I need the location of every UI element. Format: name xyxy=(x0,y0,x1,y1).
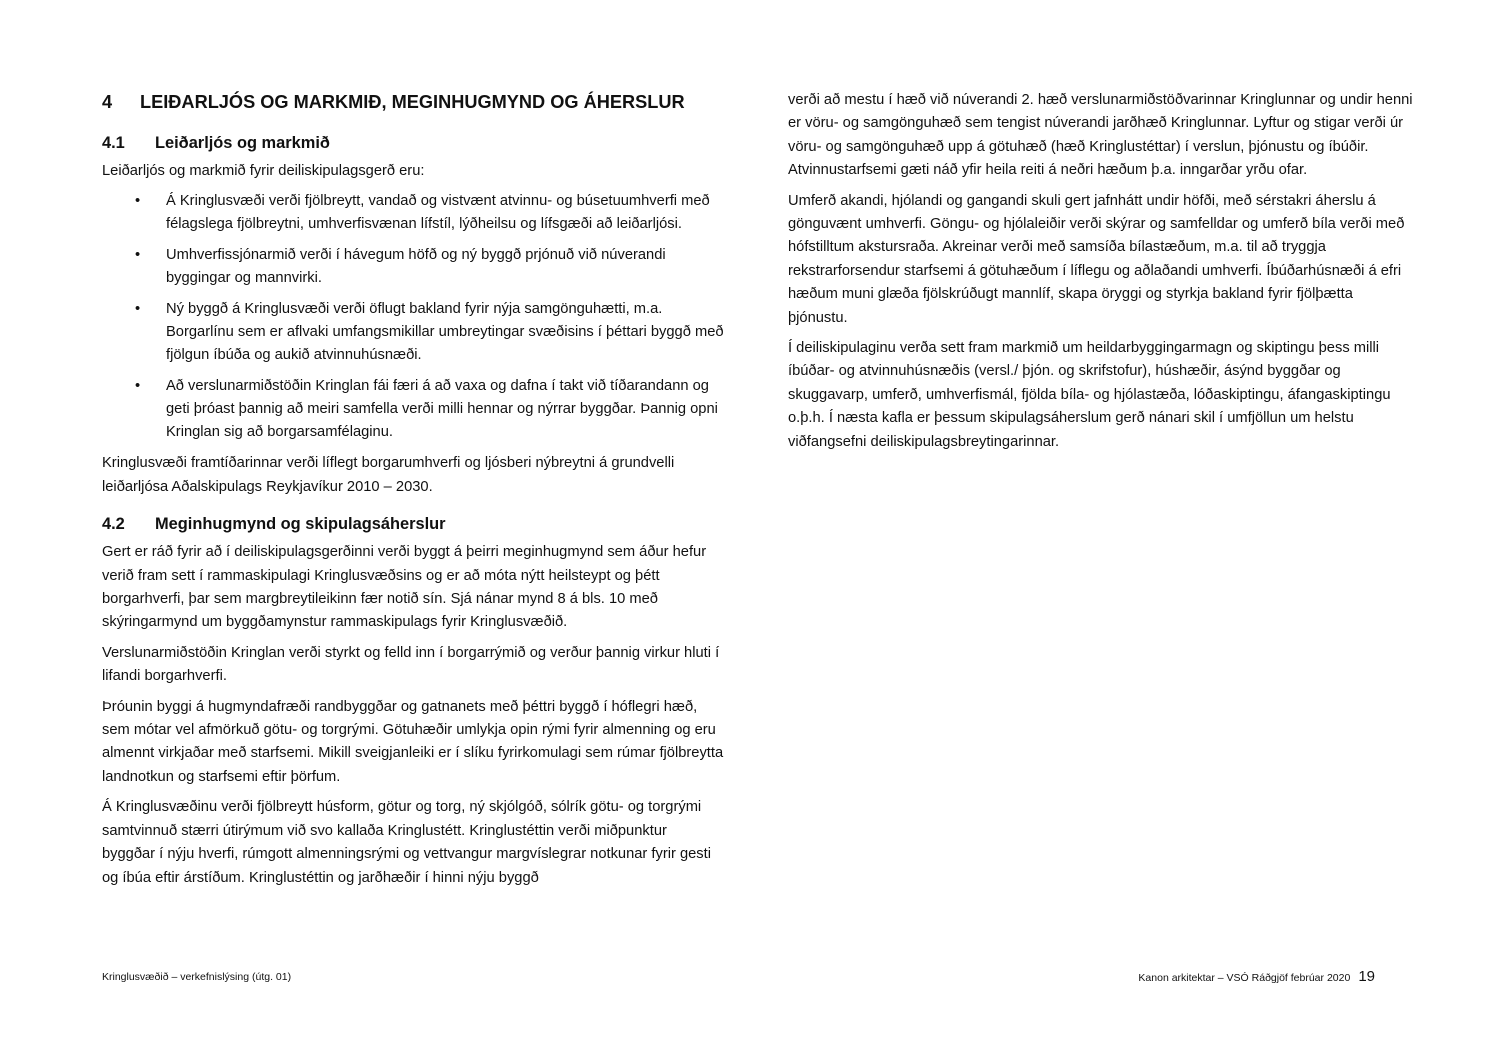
paragraph: Umferð akandi, hjólandi og gangandi skuli gert jafnhátt undir höfði, með sérstakri áherslu á gönguvænt umhverfi. Göngu- og hjólaleiðir verði skýrar og samfelldar og umferð bíla verði með hófstilltum akstursraða. Akreinar verði með samsíða bílastæðum, m.a. til að tryggja rekstrarforsendur starfsemi á götuhæðum í líflegu og aðlaðandi umhverfi. Íbúðarhúsnæði á efri hæðum muni glæða fjölskrúðugt mannlíf, skapa öryggi og styrkja bakland fyrir fjölþætta þjónustu. xyxy=(788,192,1405,326)
bullet-icon: • xyxy=(135,193,141,210)
list-item xyxy=(102,190,724,236)
list-item-text: Umhverfissjónarmið verði í hávegum höfð og ný byggð prjónuð við núverandi byggingar og mannvirki. xyxy=(166,247,666,287)
section-heading-4-2 xyxy=(102,513,724,535)
page-number: 19 xyxy=(1358,968,1375,985)
list-item xyxy=(102,298,724,367)
section-closing-paragraph: Kringlusvæði framtíðarinnar verði líflegt borgarumhverfi og ljósberi nýbreytni á grundvelli leiðarljósa Aðalskipulags Reykjavíkur 2010 – 2030. xyxy=(102,455,675,495)
list-item-text: Að verslunarmiðstöðin Kringlan fái færi á að vaxa og dafna í takt við tíðarandann og geti þróast þannig að meiri samfella verði milli hennar og nýrrar byggðar. Þannig opni Kringlan sig að borgarsamfélaginu. xyxy=(166,378,718,441)
paragraph: Á Kringlusvæðinu verði fjölbreytt húsform, götur og torg, ný skjólgóð, sólrík götu- og torgrými samtvinnuð stærri útirýmum við svo kallaða Kringlustétt. Kringlustéttin verði miðpunktur byggðar í nýju hverfi, rúmgott almenningsrými og vettvangur margvíslegrar notkunar fyrir gesti og íbúa eftir árstíðum. Kringlustéttin og jarðhæðir í hinni nýju byggð xyxy=(102,799,711,886)
list-item xyxy=(102,244,724,290)
section-number: 4.2 xyxy=(102,515,125,534)
paragraph: Gert er ráð fyrir að í deiliskipulagsgerðinni verði byggt á þeirri meginhugmynd sem áður hefur verið fram sett í rammaskipulagi Kringlusvæðsins og er að móta nýtt heilsteypt og þétt borgarhverfi, þar sem margbreytileikinn fær notið sín. Sjá nánar mynd 8 á bls. 10 með skýringarmynd um byggðamynstur rammaskipulags fyrir Kringlusvæðið. xyxy=(102,544,707,631)
right-column xyxy=(788,89,1413,461)
bullet-icon: • xyxy=(135,378,141,395)
section-intro: Leiðarljós og markmið fyrir deiliskipulagsgerð eru: xyxy=(102,163,425,179)
section-title: Leiðarljós og markmið xyxy=(155,134,330,152)
section-number: 4.1 xyxy=(102,134,125,152)
section-heading-4-1 xyxy=(102,132,724,154)
chapter-heading xyxy=(102,88,724,116)
footer-credit: Kanon arkitektar – VSÓ Ráðgjöf febrúar 2020 xyxy=(1138,972,1351,984)
paragraph: Þróunin byggi á hugmyndafræði randbyggðar og gatnanets með þéttri byggð í hóflegri hæð, sem mótar vel afmörkuð götu- og torgrými. Götuhæðir umlykja opin rými fyrir almenning og eru almennt virkjaðar með starfsemi. Mikill sveigjanleiki er í slíku fyrirkomulagi sem rúmar fjölbreytta landnotkun og starfsemi eftir þörfum. xyxy=(102,698,724,785)
list-item-text: Ný byggð á Kringlusvæði verði öflugt bakland fyrir nýja samgönguhætti, m.a. Borgarlínu sem er aflvaki umfangsmikillar umbreytingar svæðisins í þéttari byggð með fjölgun íbúða og aukið atvinnuhúsnæði. xyxy=(166,301,724,364)
section-title: Meginhugmynd og skipulagsáherslur xyxy=(155,515,446,534)
chapter-number: 4 xyxy=(102,92,113,112)
list-item-text: Á Kringlusvæði verði fjölbreytt, vandað og vistvænt atvinnu- og búsetuumhverfi með félagslega fjölbreytni, umhverfisvænan lífstíl, lýðheilsu og lífsgæði að leiðarljósi. xyxy=(166,193,710,233)
paragraph: verði að mestu í hæð við núverandi 2. hæð verslunarmiðstöðvarinnar Kringlunnar og undir henni er vöru- og samgönguhæð sem tengist núverandi jarðhæð Kringlunnar. Lyftur og stigar verði úr vöru- og samgönguhæð upp á götuhæð (hæð Kringlustéttar) í verslun, þjónustu og íbúðir. Atvinnustarfsemi gæti náð yfir heila reiti á neðri hæðum þ.a. inngarðar yrðu ofar. xyxy=(788,92,1413,179)
list-item xyxy=(102,375,724,444)
chapter-title: LEIÐARLJÓS OG MARKMIÐ, MEGINHUGMYND OG ÁHERSLUR xyxy=(140,92,685,112)
bullet-icon: • xyxy=(135,247,141,264)
footer-right xyxy=(1138,967,1375,988)
paragraph: Verslunarmiðstöðin Kringlan verði styrkt og felld inn í borgarrýmið og verður þannig virkur hluti í lifandi borgarhverfi. xyxy=(102,644,720,685)
footer-left: Kringlusvæðið – verkefnislýsing (útg. 01) xyxy=(102,971,292,983)
bullet-icon: • xyxy=(135,301,141,318)
paragraph: Í deiliskipulaginu verða sett fram markmið um heildarbyggingarmagn og skiptingu þess milli íbúðar- og atvinnuhúsnæðis (versl./ þjón. og skrifstofur), húshæðir, ásýnd byggðar og skuggavarp, umferð, umhverfismál, fjölda bíla- og hjólastæða, lóðaskiptingu, áfangaskiptingu o.þ.h. Í næsta kafla er þessum skipulagsáherslum gerð nánari skil í umfjöllun um helstu viðfangsefni deiliskipulagsbreytingarinnar. xyxy=(788,340,1391,450)
left-column xyxy=(102,88,724,897)
goals-list xyxy=(102,190,724,444)
